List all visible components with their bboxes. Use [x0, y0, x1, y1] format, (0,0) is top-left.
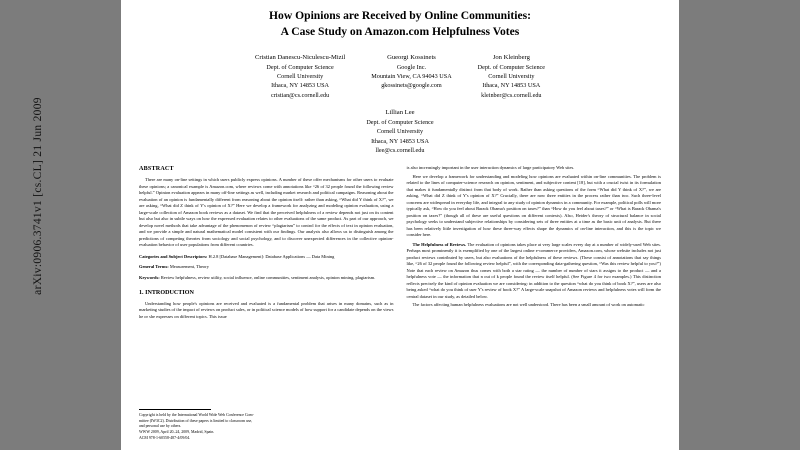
- copyright-footnote: [139, 409, 397, 442]
- footnote-rule: [139, 409, 211, 410]
- author-name: Gueorgi Kossinets: [387, 53, 436, 61]
- author-email[interactable]: kleinber@cs.cornell.edu: [481, 91, 542, 99]
- title-line-2: A Case Study on Amazon.com Helpfulness Votes: [280, 24, 520, 38]
- author-affil-3: Ithaca, NY 14853 USA: [371, 137, 429, 145]
- paper-sheet: [121, 0, 679, 450]
- author-name: Lillian Lee: [385, 109, 415, 117]
- author-2: [478, 53, 545, 100]
- author-1: [371, 53, 451, 100]
- footnote-line-4: WWW 2009, April 20–24, 2009, Madrid, Spain.: [139, 430, 215, 435]
- categories-text: H.2.8 [Database Management]: Database Applications — Data Mining: [208, 253, 335, 259]
- column-left: [139, 165, 394, 322]
- intro-heading: 1. INTRODUCTION: [139, 290, 194, 297]
- title-line-1: How Opinions are Received by Online Communities:: [269, 9, 531, 22]
- author-name: Cristian Danescu-Niculescu-Mizil: [254, 53, 346, 61]
- abstract-heading: ABSTRACT: [139, 166, 174, 173]
- author-email[interactable]: gkossinets@google.com: [381, 82, 442, 90]
- author-affil-3: Ithaca, NY 14853 USA: [271, 82, 330, 90]
- right-paragraph-final: The factors affecting human helpfulness evaluations are not well understood. There has been a small amount of work on automatic: [412, 302, 645, 308]
- body-columns: [139, 165, 661, 322]
- author-affil-1: Dept. of Computer Science: [266, 63, 334, 71]
- column-right: [407, 165, 662, 322]
- general-terms-line: [139, 264, 394, 271]
- right-paragraph-2: Here we develop a framework for understanding and modeling how opinions are evaluated within on-line communities. The problem is related to the lines of computer-science research on opinion, sentiment, and subjective content [18], but with a crucial twist in its formulation that makes it fundamentally distinct from that body of work. Rather than asking questions of the form “What did Y think of X?”, we are asking, “What did Z think of Y's opinion of X?” Crucially, there are now three entities in the process rather than two. Such three-level concerns are widespread in everyday life, and integral to any study of opinion dynamics in a community. For example, political polls will more typically ask, “How do you feel about Barack Obama's position on taxes?” than “How do you feel about taxes?” or “What is Barack Obama's position on taxes?” (though all of these are useful questions on different contexts). Also, Heider's theory of structural balance in social psychology seeks to understand subjective relationships by considering sets of three entities at a time as the basic unit of analysis. But there has been relatively little investigation of how these three-way effects shape the dynamics of on-line interaction, and this is the topic we consider here.: [406, 173, 661, 238]
- abstract-text: There are many on-line settings in which users publicly express opinions. A number of these offer mechanisms for other users to evaluate these opinions; a canonical example is Amazon.com, where reviews come with annotations like “26 of 32 people found the following review helpful.” Opinion evaluation appears in many off-line settings as well, including market research and political campaigns. Reasoning about the evaluation of an opinion is fundamentally different from reasoning about the opinion itself: rather than asking, “What did Y think of X?”, we are asking, “What did Z think of Y's opinion of X?” Here we develop a framework for analyzing and modeling opinion evaluation, using a large-scale collection of Amazon book reviews as a dataset. We find that the perceived helpfulness of a review depends not just on its content but also but also in subtle ways on how the expressed evaluation relates to other evaluations of the same product. As part of our approach, we develop novel methods that take advantage of the phenomenon of review “plagiarism” to control for the effects of text in opinion evaluation, and we provide a simple and natural mathematical model consistent with our findings. Our analysis also allows us to distinguish among the predictions of competing theories from sociology and social psychology, and to discover unexpected differences in the collective opinion-evaluation behavior of user populations from different countries.: [139, 177, 394, 248]
- author-affil-2: Cornell University: [376, 128, 424, 136]
- intro-paragraph: Understanding how people's opinions are received and evaluated is a fundamental problem that arises in many domains, such as in marketing studies of the impact of reviews on product sales, or in political science models of how support for a candidate depends on the views he or she expresses on different topics. This issue: [139, 300, 394, 319]
- author-block-secondary: [121, 108, 679, 155]
- footnote-line-2: mittee (IW3C2). Distribution of these papers is limited to classroom use,: [139, 418, 253, 423]
- author-3: [366, 108, 433, 155]
- keywords-line: [139, 275, 394, 282]
- author-block: [121, 53, 679, 100]
- keywords-label: Keywords:: [139, 274, 160, 280]
- author-affil-1: Google Inc.: [396, 63, 427, 71]
- helpfulness-text: The evaluation of opinions takes place at very large scales every day at a number of widely-used Web sites. Perhaps most prominently it is exemplified by one of the largest online e-commerce providers, Amazon.com, whose website includes not just product reviews contributed by users, but also evaluations of the helpfulness of these reviews. (These consist of annotations that say things like, “26 of 32 people found the following review helpful”, with the corresponding data-gathering question, “Was this review helpful to you?”) Note that each review on Amazon thus comes with both a star rating — the number of number of stars it assigns to the product — and a helpfulness vote — the information that n out of k people found the review itself helpful. (See Figure 4 for two examples.) This distinction reflects precisely the kind of opinion evaluation we are considering: in addition to the question “what do you think of book X?”, users are also being asked “what do you think of user Y's review of book X?” A large-scale snapshot of Amazon reviews and helpfulness votes will form the central dataset in our study, as detailed below.: [406, 241, 662, 299]
- helpfulness-paragraph: [407, 242, 662, 301]
- general-terms-text: Measurement, Theory: [169, 264, 209, 270]
- author-affil-1: Dept. of Computer Science: [477, 63, 546, 71]
- author-0: [255, 53, 345, 100]
- arxiv-stamp: arXiv:0906.3741v1 [cs.CL] 21 Jun 2009: [32, 97, 44, 295]
- page-title: [155, 8, 645, 40]
- author-affil-1: Dept. of Computer Science: [366, 118, 434, 126]
- author-affil-2: Cornell University: [488, 73, 535, 81]
- author-email[interactable]: llee@cs.cornell.edu: [375, 146, 425, 154]
- categories-line: [139, 254, 394, 261]
- keywords-text: Review helpfulness, review utility, social influence, online communities, sentiment analysis, opinion mining, plagiarism.: [160, 274, 376, 280]
- general-terms-label: General Terms:: [139, 264, 169, 270]
- right-paragraph-1: is also increasingly important in the user interaction dynamics of large participatory Web sites.: [406, 165, 575, 171]
- author-name: Jon Kleinberg: [492, 53, 530, 61]
- author-affil-3: Ithaca, NY 14853 USA: [482, 82, 541, 90]
- author-affil-2: Mountain View, CA 94043 USA: [371, 73, 452, 81]
- footnote-line-1: Copyright is held by the International World Wide Web Conference Com-: [139, 412, 254, 417]
- author-email[interactable]: cristian@cs.cornell.edu: [270, 91, 330, 99]
- author-affil-2: Cornell University: [276, 73, 324, 81]
- helpfulness-runin-heading: The Helpfulness of Reviews.: [412, 241, 467, 247]
- footnote-line-3: and personal use by others.: [139, 424, 182, 429]
- footnote-line-5: ACM 978-1-60558-487-4/09/04.: [139, 436, 191, 441]
- categories-label: Categories and Subject Descriptors:: [139, 253, 208, 259]
